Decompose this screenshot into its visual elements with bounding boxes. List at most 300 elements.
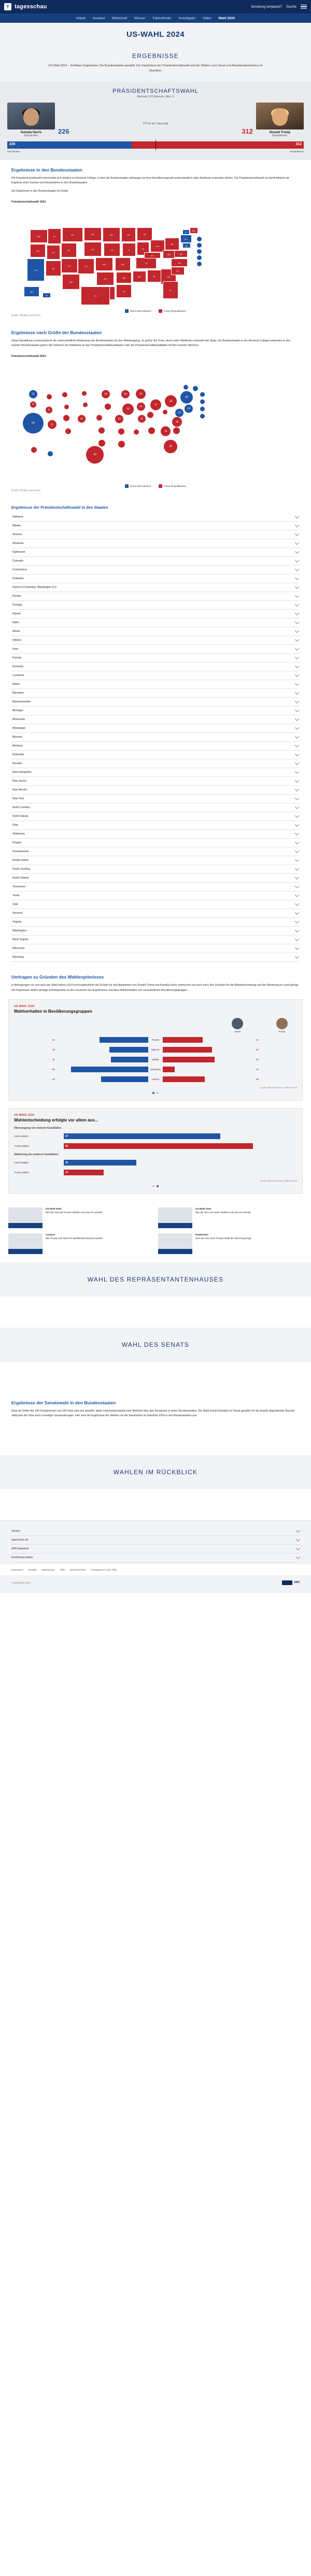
- state-row-oklahoma[interactable]: [11, 830, 300, 839]
- footer-row-rundfunkanstalten[interactable]: [11, 1553, 300, 1562]
- legend2-harris-label: Harris (Demokraten): [130, 485, 151, 488]
- chart1-kicker: US-WAHL 2024: [14, 1004, 35, 1008]
- nav-item-faktenfinder[interactable]: Faktenfinder: [152, 16, 172, 20]
- chart2-title: Wahlentscheidung erfolgte vor allem aus...: [14, 1117, 98, 1122]
- state-label: Indiana: [12, 639, 22, 642]
- teaser-thumb: [158, 1207, 192, 1228]
- state-label: Michigan: [12, 709, 23, 713]
- teaser-thumb: [158, 1233, 192, 1254]
- state-row-indiana[interactable]: [11, 636, 300, 645]
- state-label: Montana: [12, 744, 23, 748]
- state-row-utah[interactable]: [11, 900, 300, 909]
- state-row-kentucky[interactable]: [11, 663, 300, 671]
- chart1-head-trump-label: Trump: [278, 1030, 286, 1033]
- chart1-head-harris: [225, 1018, 249, 1033]
- state-row-washington[interactable]: [11, 927, 300, 936]
- ard-logo-label: ARD: [294, 1581, 300, 1585]
- article-states: [0, 160, 311, 199]
- chevron-down-icon: [295, 682, 299, 686]
- state-label: Alabama: [12, 515, 23, 519]
- presidential-result-block: [0, 82, 311, 160]
- footer-link-datenschutz[interactable]: Datenschutz: [41, 1568, 55, 1571]
- chart2-g1-trump: [14, 1143, 297, 1150]
- chevron-down-icon: [295, 585, 299, 589]
- logo-icon[interactable]: [4, 3, 11, 10]
- state-label: Tennessee: [12, 885, 26, 889]
- map2-legend: [0, 482, 311, 488]
- chart2-kicker: US-WAHL 2024: [14, 1113, 35, 1117]
- chart2-g1-harris-label: Harris-Wähler: [14, 1135, 29, 1138]
- avatar-trump-small: [276, 1018, 288, 1029]
- house-section-title: WAHL DES REPRÄSENTANTENHAUSES: [87, 1275, 224, 1283]
- state-label: Pennsylvania: [12, 850, 29, 854]
- chart1-pagination[interactable]: [14, 1092, 297, 1094]
- state-row-mississippi[interactable]: [11, 724, 300, 733]
- teaser-headline: Wie die USA auf Trumps Wahlen und was ihn antreibt: [46, 1211, 103, 1214]
- article-size-title: Ergebnisse nach Größe der Bundesstaaten: [11, 330, 102, 336]
- teaser-headline: Wie die USA auf Harris' Wahlen und was sie antreibt: [195, 1211, 251, 1214]
- senate-article-p1: Etwa ein Drittel der 100 Senatorinnen und 100 Sitze wird neu gewählt, dabei entscheidet jeweils eine Mehrheit über den Senatssitz in seiner Bundesstaaten. Die Wahl kommt behalten im Senat gewählt; für die jeweils abgestimmte Sitzzahl zählt jede der Sitze auch vorzeitige Senatssitzungen. Hier wird der Ergebnisse der Wahlen um die Senatssitze im Überblick 2024 in den Bundesstaaten aus.: [11, 1409, 294, 1417]
- candidate-party-trump: Republikaner: [272, 134, 288, 137]
- chart1-value-harris-maenner: 43: [52, 1048, 55, 1051]
- chevron-down-icon: [295, 840, 299, 844]
- top-bar-actions: [251, 5, 307, 9]
- legend-trump: [159, 309, 187, 313]
- chart2-g1-harris-value: 67: [65, 1134, 68, 1138]
- chevron-down-icon: [296, 1528, 300, 1532]
- state-label: Massachusetts: [12, 700, 31, 704]
- state-label: Mississippi: [12, 727, 26, 730]
- nav-item-wissen[interactable]: Wissen: [134, 16, 146, 20]
- state-label: West Virginia: [12, 938, 29, 942]
- teaser-kicker: Analyse: [46, 1233, 55, 1236]
- chart1-value-trump-maenner: 54: [256, 1048, 259, 1051]
- state-row-north-dakota[interactable]: [11, 812, 300, 821]
- state-row-maine[interactable]: [11, 680, 300, 689]
- state-row-wyoming[interactable]: [11, 953, 300, 962]
- chart2-g2-trump: [14, 1169, 297, 1176]
- state-results-list: [0, 513, 311, 967]
- map-states-choropleth[interactable]: WA OR CA ID NV AZ MT WY UT CO NM ND SD NE KS TX MN IA MO AR LA WI IL IN MS MI OH TN KY AL GA FL PA WV VA NC SC NY NJ VT ME AK HI: [0, 209, 311, 307]
- legend-harris-label: Harris (Demokraten): [130, 310, 151, 313]
- chevron-down-icon: [295, 770, 299, 774]
- state-row-nevada[interactable]: [11, 759, 300, 768]
- chevron-down-icon: [295, 629, 299, 633]
- state-row-virginia[interactable]: [11, 918, 300, 927]
- chevron-down-icon: [295, 946, 299, 950]
- article-states-title: Ergebnisse in den Bundesstaaten: [11, 167, 82, 172]
- chevron-down-icon: [295, 911, 299, 915]
- chevron-down-icon: [295, 875, 299, 880]
- article-size: [0, 323, 311, 354]
- teaser-thumb: [8, 1207, 43, 1228]
- state-row-ohio[interactable]: [11, 821, 300, 830]
- state-row-florida[interactable]: [11, 592, 300, 601]
- nav-item-investigativ[interactable]: Investigativ: [178, 16, 196, 20]
- state-row-massachusetts[interactable]: [11, 698, 300, 707]
- chevron-down-icon: [295, 902, 299, 906]
- chevron-down-icon: [295, 664, 299, 668]
- state-row-alabama[interactable]: [11, 513, 300, 522]
- chevron-down-icon: [296, 1555, 300, 1559]
- state-label: Kansas: [12, 656, 22, 660]
- map1-source: Quelle: AP/Edison via Reuters: [11, 314, 41, 317]
- chevron-down-icon: [295, 928, 299, 932]
- electoral-bar-dem: [7, 141, 132, 149]
- state-row-nebraska[interactable]: [11, 751, 300, 759]
- state-row-missouri[interactable]: [11, 733, 300, 742]
- chart2-pagination[interactable]: [14, 1185, 297, 1187]
- state-row-new-hampshire[interactable]: [11, 768, 300, 777]
- map-states-bubbles[interactable]: 12 8 54 6 11 10 40 10 10 10 19 11 15 17 11 16 30 19 13 16 28 14: [0, 363, 311, 482]
- state-row-montana[interactable]: [11, 742, 300, 751]
- legend2-trump-label: Trump (Republikaner): [163, 485, 187, 488]
- state-row-michigan[interactable]: [11, 707, 300, 715]
- chevron-down-icon: [295, 831, 299, 836]
- chart2-g2-trump-label: Trump-Wähler: [14, 1171, 30, 1174]
- state-row-new-mexico[interactable]: [11, 786, 300, 795]
- chart2-g2-harris-label: Harris-Wähler: [14, 1161, 29, 1164]
- chart2-g2-harris: [14, 1159, 297, 1167]
- chart1-value-trump-frauen: 44: [256, 1038, 259, 1041]
- map1-legend: [0, 307, 311, 313]
- house-content-placeholder: [0, 1297, 311, 1328]
- state-row-idaho[interactable]: [11, 618, 300, 627]
- electoral-bar-label-rep: 312: [295, 142, 302, 146]
- state-label: Kentucky: [12, 665, 24, 669]
- chart2-source: Quelle: Edison Research / NBC Exit Poll: [260, 1179, 297, 1182]
- candidate-name-trump: Donald Trump: [269, 131, 291, 134]
- teaser-thumb: [8, 1233, 43, 1254]
- nav-item-inland[interactable]: Inland: [76, 16, 86, 20]
- teaser-text: [195, 1233, 251, 1254]
- chart1-source: Quelle: Edison Research / NBC Exit Poll: [260, 1086, 297, 1089]
- chart1-rows: [14, 1036, 297, 1083]
- teaser-item-2[interactable]: [158, 1207, 303, 1228]
- chart2-g1-trump-value: 81: [65, 1144, 68, 1148]
- state-label: Nevada: [12, 762, 22, 766]
- article-states-p2: Die Ergebnisse in den Bundesstaaten im Detail:: [11, 190, 68, 193]
- menu-icon[interactable]: [301, 5, 307, 9]
- chart1-value-trump-latinos: 46: [256, 1077, 259, 1081]
- chevron-down-icon: [295, 787, 299, 791]
- legend-trump-label: Trump (Republikaner): [163, 310, 187, 313]
- missed-broadcast-link[interactable]: Sendung verpasst?: [250, 5, 282, 9]
- survey-intro: In Befragungen vor und nach der Wahl haben US-Forschungsinstitute die Gründe für das Abstimmen von Donald Trump und Kamala Harris untersucht und auch nach den Gründen für die Wahlentscheidung und die Stimmung im Land gefragt. Die Ergebnisse helfen wichtige Anhaltspunkte zu den Ursachen des Ergebnisses und dazu Wahlverhalten von verschiedenen Bevölkerungsgruppen.: [11, 984, 299, 992]
- review-section: [0, 1455, 311, 1489]
- state-label: Alaska: [12, 524, 21, 528]
- state-row-kalifornien[interactable]: [11, 548, 300, 557]
- footer-link-transparenz[interactable]: Transparenz in den ARD: [91, 1568, 117, 1571]
- state-row-delaware[interactable]: [11, 574, 300, 583]
- footer-row-label: Service: [11, 1529, 20, 1533]
- state-label: Georgia: [12, 603, 22, 607]
- chevron-down-icon: [295, 849, 299, 853]
- review-section-title: WAHLEN IM RÜCKBLICK: [113, 1468, 198, 1476]
- chart1-value-harris-weisse: 41: [52, 1058, 55, 1061]
- chart1-row-frauen: [14, 1036, 297, 1044]
- chart2-group1-bars: [14, 1133, 297, 1150]
- state-label: Maine: [12, 683, 20, 686]
- senate-article: [0, 1393, 311, 1424]
- state-label: Oklahoma: [12, 832, 25, 836]
- state-row-arizona[interactable]: [11, 530, 300, 539]
- chevron-down-icon: [295, 602, 299, 607]
- chart1-value-trump-weisse: 57: [256, 1058, 259, 1061]
- chart2-group2-bars: [14, 1159, 297, 1176]
- state-label: New York: [12, 797, 24, 801]
- footer-link-impressum[interactable]: Impressum: [11, 1568, 23, 1571]
- chevron-down-icon: [295, 858, 299, 862]
- electoral-votes-harris: 226: [58, 127, 69, 135]
- teaser-headline: Wie Trump und Harris ihr Wahlkampf bewertet wurden: [46, 1236, 103, 1240]
- state-label: Texas: [12, 894, 20, 898]
- teaser-text: [46, 1207, 102, 1228]
- state-row-louisiana[interactable]: [11, 671, 300, 680]
- chevron-down-icon: [295, 893, 299, 897]
- chart1-value-harris-latinos: 52: [52, 1077, 55, 1081]
- chevron-down-icon: [295, 955, 299, 959]
- state-label: Arkansas: [12, 542, 24, 545]
- map2-source: Quelle: AP/Edison via Reuters: [11, 489, 41, 492]
- state-row-minnesota[interactable]: [11, 715, 300, 724]
- senate-section: [0, 1328, 311, 1362]
- teaser-kicker: Reaktionen: [195, 1233, 208, 1236]
- state-row-kansas[interactable]: [11, 654, 300, 663]
- electoral-bar: [7, 141, 304, 149]
- state-row-pennsylvania[interactable]: [11, 847, 300, 856]
- chart1-category-maenner: Männer: [151, 1048, 160, 1051]
- state-row-south-carolina[interactable]: [11, 865, 300, 874]
- electoral-bar-footer: [7, 150, 304, 153]
- state-row-illinois[interactable]: [11, 627, 300, 636]
- chevron-down-icon: [295, 867, 299, 871]
- state-row-colorado[interactable]: [11, 557, 300, 566]
- candidate-row: [7, 103, 304, 137]
- state-label: Florida: [12, 595, 21, 598]
- chevron-down-icon: [295, 884, 299, 888]
- state-row-hawaii[interactable]: [11, 610, 300, 618]
- review-content-placeholder: [0, 1489, 311, 1520]
- chevron-down-icon: [295, 761, 299, 765]
- state-label: North Carolina: [12, 806, 30, 810]
- state-label: North Dakota: [12, 815, 29, 818]
- candidate-trump: [256, 103, 304, 137]
- legend2-harris: [125, 484, 151, 488]
- chart1-value-harris-frauen: 54: [52, 1038, 55, 1041]
- chevron-down-icon: [295, 708, 299, 712]
- chevron-down-icon: [295, 814, 299, 818]
- chevron-down-icon: [295, 743, 299, 747]
- chevron-down-icon: [295, 532, 299, 536]
- footer: [0, 1520, 311, 1564]
- state-label: Minnesota: [12, 718, 25, 722]
- chart2-g2-trump-value: 17: [65, 1171, 68, 1174]
- top-bar: [0, 0, 311, 13]
- state-label: South Carolina: [12, 868, 31, 871]
- chevron-down-icon: [296, 1537, 300, 1541]
- chevron-down-icon: [295, 779, 299, 783]
- teaser-item-3[interactable]: [8, 1233, 153, 1254]
- chevron-down-icon: [295, 558, 299, 563]
- nav-item-wirtschaft[interactable]: Wirtschaft: [112, 16, 128, 20]
- teaser-item-1[interactable]: [8, 1207, 153, 1228]
- state-label: New Hampshire: [12, 771, 32, 774]
- state-row-iowa[interactable]: [11, 645, 300, 654]
- nav-item-video[interactable]: Video: [203, 16, 211, 20]
- chevron-down-icon: [295, 655, 299, 659]
- footer-link-hilfe[interactable]: Hilfe: [60, 1568, 65, 1571]
- chevron-down-icon: [295, 576, 299, 580]
- main-nav: [0, 13, 311, 23]
- state-label: Louisiana: [12, 674, 24, 678]
- chart1-row-weisse: [14, 1056, 297, 1063]
- footer-row-label: Rundfunkanstalten: [11, 1556, 33, 1559]
- candidate-party-harris: Demokraten: [24, 134, 38, 137]
- page-title: US-WAHL 2024: [126, 30, 185, 39]
- nav-item-wahl-2024[interactable]: Wahl 2024: [218, 16, 235, 20]
- avatar-harris: [7, 103, 55, 129]
- state-row-georgia[interactable]: [11, 601, 300, 610]
- chart1-title: Wahlverhalten in Bevölkerungsgruppen: [14, 1009, 92, 1014]
- state-label: Oregon: [12, 841, 22, 845]
- state-label: Delaware: [12, 577, 24, 581]
- state-label: Missouri: [12, 736, 23, 739]
- state-label: Colorado: [12, 559, 24, 563]
- state-row-south-dakota[interactable]: [11, 874, 300, 883]
- house-section: [0, 1262, 311, 1297]
- map1-caption: Präsidentschaftswahl 2024: [11, 200, 46, 204]
- chevron-down-icon: [295, 673, 299, 677]
- state-row-vermont[interactable]: [11, 909, 300, 918]
- chevron-down-icon: [295, 523, 299, 527]
- teaser-grid: [0, 1201, 311, 1262]
- chevron-down-icon: [295, 611, 299, 615]
- copyright: © tagesschau 2024: [11, 1581, 31, 1584]
- ard-logo[interactable]: [282, 1580, 300, 1585]
- chevron-down-icon: [296, 1546, 300, 1550]
- state-row-connecticut[interactable]: [11, 566, 300, 574]
- chevron-down-icon: [295, 726, 299, 730]
- state-row-alaska[interactable]: [11, 522, 300, 530]
- state-label: Wyoming: [12, 956, 24, 959]
- state-row-texas[interactable]: [11, 891, 300, 900]
- chart1-category-frauen: Frauen: [151, 1038, 160, 1041]
- state-label: Iowa: [12, 647, 18, 651]
- state-results-title: Ergebnisse der Präsidentschaftswahl in den Staaten: [11, 505, 108, 510]
- survey-title: Umfragen zu Gründen des Wahlergebnisses: [11, 974, 104, 980]
- state-label: Maryland: [12, 692, 24, 695]
- results-heading: ERGEBNISSE: [132, 52, 179, 60]
- chart1-head-harris-label: Harris: [234, 1030, 241, 1033]
- presidential-subheading: Mehrheit: 270 Stimmen, offen: 0: [137, 95, 174, 98]
- state-label: Nebraska: [12, 753, 24, 757]
- article-states-p1: Die Präsidentschaftswahl entscheidet sich letztlich im Electoral College, in dem die Bundesstaaten abhängig von ihrer Bevölkerungszahl unterschiedlich viele Wahlleute entsenden dürfen. Die Präsidentschaftswahl ist damit faktisch als Ergebnis einer Summe von Einzelwahlen in den Bundesstaaten.: [11, 177, 290, 185]
- footer-row-tagesschau[interactable]: [11, 1536, 300, 1545]
- footer-row-service[interactable]: [11, 1527, 300, 1536]
- footer-link-barrierefreiheit[interactable]: Barrierefreiheit: [70, 1568, 86, 1571]
- results-section: [0, 45, 311, 82]
- state-label: South Dakota: [12, 876, 29, 880]
- state-row-dc[interactable]: [11, 583, 300, 592]
- brand-title[interactable]: tagesschau: [15, 4, 47, 10]
- chart1-row-maenner: [14, 1046, 297, 1054]
- avatar-harris-small: [232, 1018, 243, 1029]
- electoral-votes: [58, 127, 253, 135]
- footer-row-ard-angebote[interactable]: [11, 1545, 300, 1553]
- chart1-candidate-headers: [14, 1018, 297, 1033]
- state-label: Vermont: [12, 912, 23, 915]
- teaser-item-4[interactable]: [158, 1233, 303, 1254]
- nav-item-ausland[interactable]: Ausland: [92, 16, 105, 20]
- chart2-group2-label: Ablehnung des anderen Kandidaten: [14, 1153, 59, 1156]
- state-row-west-virginia[interactable]: [11, 936, 300, 944]
- chevron-down-icon: [295, 567, 299, 571]
- chevron-down-icon: [295, 620, 299, 624]
- state-label: District of Columbia, Washington D.C.: [12, 586, 58, 589]
- chevron-down-icon: [295, 752, 299, 756]
- teaser-headline: Was die USA nach Trumps Wahl die Stimmung prägt: [195, 1236, 251, 1240]
- chevron-down-icon: [295, 699, 299, 703]
- state-row-arkansas[interactable]: [11, 539, 300, 548]
- state-label: Ohio: [12, 824, 18, 827]
- footer-row-label: ARD-Angebote: [11, 1547, 29, 1550]
- candidate-name-harris: Kamala Harris: [20, 131, 42, 134]
- chevron-down-icon: [295, 646, 299, 651]
- state-row-rhode-island[interactable]: [11, 856, 300, 865]
- chevron-down-icon: [295, 823, 299, 827]
- legend2-trump: [159, 484, 187, 488]
- senate-content-placeholder: [0, 1362, 311, 1393]
- search-icon[interactable]: Suche: [286, 5, 296, 9]
- senate-section-title: WAHL DES SENATS: [121, 1341, 190, 1348]
- logo-letter: T: [6, 4, 9, 9]
- state-label: Utah: [12, 903, 18, 906]
- chevron-down-icon: [295, 805, 299, 809]
- state-row-tennessee[interactable]: [11, 883, 300, 891]
- chart1-category-schwarze: Schwarze: [150, 1068, 161, 1071]
- state-label: Idaho: [12, 621, 19, 625]
- state-label: Virginia: [12, 920, 22, 924]
- state-label: Washington: [12, 929, 27, 933]
- chevron-down-icon: [295, 717, 299, 721]
- senate-article-spacer: [0, 1424, 311, 1455]
- state-label: New Jersey: [12, 780, 27, 783]
- footer-bottom: [0, 1575, 311, 1593]
- legend-harris: [125, 309, 151, 313]
- teaser-text: [46, 1233, 103, 1254]
- state-row-new-jersey[interactable]: [11, 777, 300, 786]
- state-row-oregon[interactable]: [11, 839, 300, 847]
- senate-article-title: Ergebnisse der Senatswahl in den Bundesstaaten: [11, 1400, 116, 1405]
- teaser-kicker: US-Wahl 2024: [195, 1207, 211, 1210]
- state-row-new-york[interactable]: [11, 795, 300, 803]
- map2-caption: Präsidentschaftswahl 2024: [11, 355, 46, 358]
- chevron-down-icon: [295, 919, 299, 924]
- teaser-kicker: US-Wahl 2024: [46, 1207, 62, 1210]
- state-row-maryland[interactable]: [11, 689, 300, 698]
- chart1-row-latinos: [14, 1075, 297, 1083]
- electoral-bar-rep: [132, 141, 304, 149]
- chevron-down-icon: [295, 937, 299, 941]
- chevron-down-icon: [295, 638, 299, 642]
- electoral-summary: [58, 122, 253, 137]
- footer-link-kontakt[interactable]: Kontakt: [28, 1568, 37, 1571]
- footer-label-dem: Demokraten: [7, 150, 20, 153]
- state-row-wisconsin[interactable]: [11, 944, 300, 953]
- chart2-g1-trump-label: Trump-Wähler: [14, 1145, 30, 1148]
- state-row-north-carolina[interactable]: [11, 803, 300, 812]
